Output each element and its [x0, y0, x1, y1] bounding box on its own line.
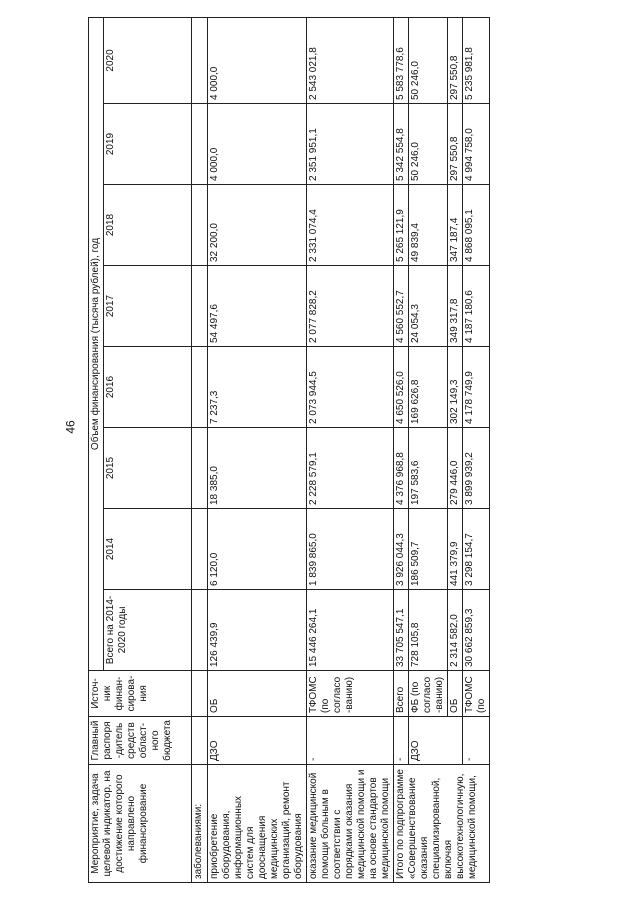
cell-value: 2 077 828,2 [307, 266, 394, 347]
header-year: 2019 [104, 104, 192, 185]
cell-value: 441 379,9 [448, 509, 463, 590]
page-number: 46 [63, 420, 78, 434]
cell-value: 4 000,0 [208, 17, 307, 103]
cell-value: 1 839 865,0 [307, 509, 394, 590]
cell-value: 186 509,7 [409, 509, 448, 590]
cell-value: 169 626,8 [409, 347, 448, 428]
cell-source: ТФОМС (по согласо-ванию) [307, 671, 394, 717]
cell-manager: ДЗО [409, 717, 463, 765]
cell-value: 2 351 951,1 [307, 104, 394, 185]
cell-source: ОБ [448, 671, 463, 717]
table-row [307, 17, 394, 882]
cell-value: 33 705 547,1 [394, 590, 409, 671]
header-manager: Главный распоря-дитель средств област-ного бюджета [89, 717, 192, 765]
cell-value: 2 543 021,8 [307, 17, 394, 103]
cell-value: 2 314 582,0 [448, 590, 463, 671]
cell-value: 197 583,6 [409, 428, 448, 509]
cell-manager: - [307, 717, 394, 765]
header-year: 2018 [104, 185, 192, 266]
cell-measure: Итого по подпрограмме «Совершенствование оказания специализированной, включая высокотехнологичную, медицинской помощи, [394, 765, 490, 883]
header-year: 2015 [104, 428, 192, 509]
cell-value: 49 839,4 [409, 185, 448, 266]
cell-source: ТФОМС (по [463, 671, 490, 717]
cell-value: 30 662 859,3 [463, 590, 490, 671]
header-year: 2014 [104, 509, 192, 590]
cell-manager: ДЗО [208, 717, 307, 765]
cell-value: 297 550,8 [448, 17, 463, 103]
cell-value: 349 317,8 [448, 266, 463, 347]
cell-value: 4 000,0 [208, 104, 307, 185]
cell-value: 4 178 749,9 [463, 347, 490, 428]
cell-value: 3 926 044,3 [394, 509, 409, 590]
cell-value: 50 246,0 [409, 17, 448, 103]
cell-value: 3 298 154,7 [463, 509, 490, 590]
cell-value: 4 868 095,1 [463, 185, 490, 266]
header-total: Всего на 2014-2020 годы [104, 590, 192, 671]
header-row-1 [89, 17, 104, 882]
cell-value: 279 446,0 [448, 428, 463, 509]
cell-value: 5 235 981,8 [463, 17, 490, 103]
header-measure: Мероприятие, задача целевой индикатор, на достижение которого направлено финансирование [89, 765, 192, 883]
cell-measure: оказание медицинской помощи больным в соответствии с порядками оказания медицинской помощи и на основе стандартов медицинской помощи [307, 765, 394, 883]
cell-value: 54 497,6 [208, 266, 307, 347]
cell-value: 5 583 778,6 [394, 17, 409, 103]
section-row [192, 17, 208, 882]
cell-value: 50 246,0 [409, 104, 448, 185]
cell-value: 4 994 758,0 [463, 104, 490, 185]
cell-source: ФБ (по согласо-ванию) [409, 671, 448, 717]
cell-value: 2 228 579,1 [307, 428, 394, 509]
cell-value: 728 105,8 [409, 590, 448, 671]
cell-value: 297 550,8 [448, 104, 463, 185]
cell-value: 3 899 939,2 [463, 428, 490, 509]
cell-value: 4 187 180,6 [463, 266, 490, 347]
cell-value: 24 054,3 [409, 266, 448, 347]
cell-value: 4 650 526,0 [394, 347, 409, 428]
header-year: 2020 [104, 17, 192, 103]
cell-value: 15 446 264,1 [307, 590, 394, 671]
header-source: Источ-ник финан-сирова-ния [89, 671, 192, 717]
cell-value: 18 385,0 [208, 428, 307, 509]
section-label: заболеваниями: [192, 765, 208, 883]
funding-table [88, 17, 490, 883]
table-row [409, 17, 448, 882]
cell-value: 32 200,0 [208, 185, 307, 266]
cell-value: 4 560 552,7 [394, 266, 409, 347]
cell-value: 6 120,0 [208, 509, 307, 590]
table-row [463, 17, 490, 882]
cell-measure: приобретение оборудования, информационных систем для дооснащения медицинских организаций, ремонт оборудования [208, 765, 307, 883]
rotated-table-container [88, 18, 568, 883]
cell-source: Всего [394, 671, 409, 717]
table-row [208, 17, 307, 882]
cell-value: 302 149,3 [448, 347, 463, 428]
cell-value: 126 439,9 [208, 590, 307, 671]
cell-value: 5 265 121,9 [394, 185, 409, 266]
cell-value: 5 342 554,8 [394, 104, 409, 185]
cell-value: 347 187,4 [448, 185, 463, 266]
header-funding-group: Объем финансирования (тысяча рублей), год [89, 17, 104, 670]
cell-source: ОБ [208, 671, 307, 717]
cell-value: 4 376 968,8 [394, 428, 409, 509]
cell-manager: - [394, 717, 409, 765]
cell-value: 2 073 944,5 [307, 347, 394, 428]
cell-value: 2 331 074,4 [307, 185, 394, 266]
cell-value: 7 237,3 [208, 347, 307, 428]
cell-manager: - [463, 717, 490, 765]
table-row [394, 17, 409, 882]
header-year: 2016 [104, 347, 192, 428]
header-year: 2017 [104, 266, 192, 347]
